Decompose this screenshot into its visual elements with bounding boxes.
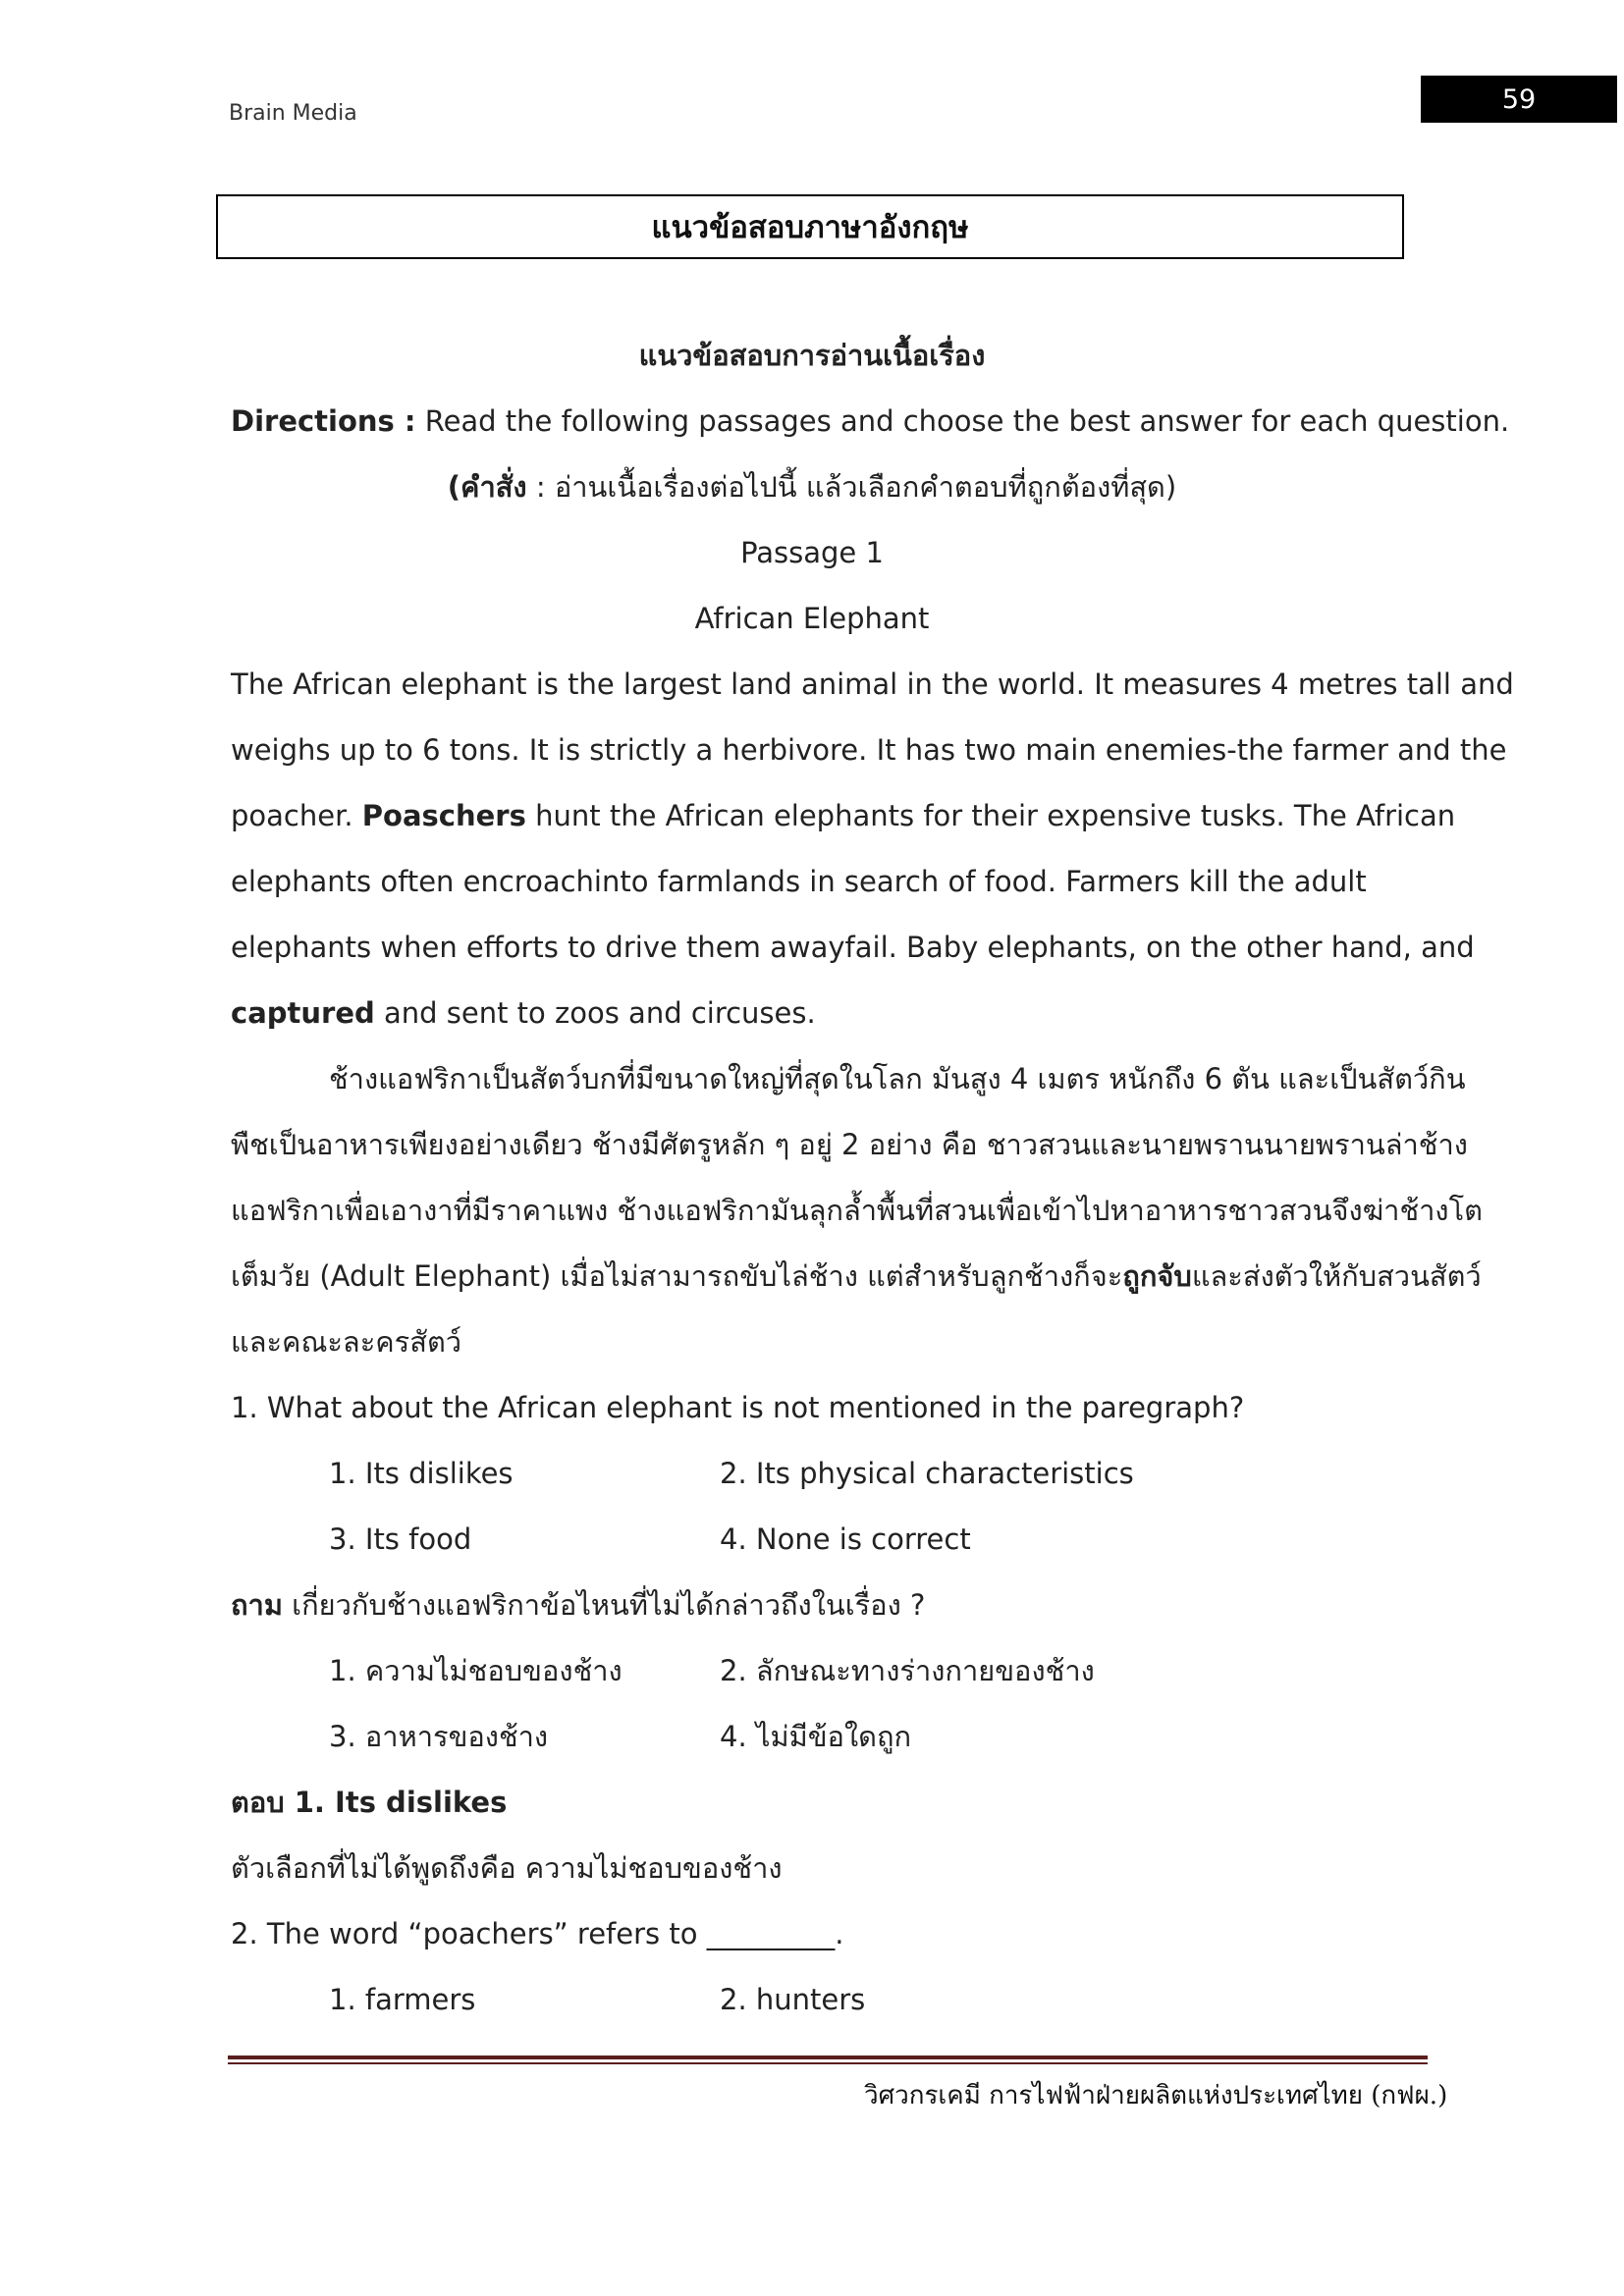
passage-text: and sent to zoos and circuses.: [374, 996, 816, 1030]
keyword-poaschers: Poaschers: [361, 799, 526, 832]
q1-option-3: 3. Its food: [329, 1522, 472, 1556]
q1-thai-option-1: 1. ความไม่ชอบของช้าง: [329, 1654, 623, 1687]
thai-text: และส่งตัวให้กับสวนสัตว์: [1191, 1259, 1482, 1293]
brand-name: Brain Media: [229, 101, 357, 126]
passage-text: poacher.: [231, 799, 362, 832]
question-2: 2. The word “poachers” refers to _________.: [231, 1917, 844, 1950]
footer-rule: [228, 2056, 1428, 2059]
exam-title-box: แนวข้อสอบภาษาอังกฤษ: [216, 194, 1404, 259]
q1-option-1: 1. Its dislikes: [329, 1457, 514, 1490]
q1-thai-option-4: 4. ไม่มีข้อใดถูก: [720, 1720, 912, 1753]
q1-thai-option-3: 3. อาหารของช้าง: [329, 1720, 549, 1753]
thai-translation-line: และคณะละครสัตว์: [231, 1325, 462, 1359]
directions-thai: [0, 467, 1624, 507]
thai-translation-line: [231, 1256, 1482, 1296]
directions-thai-text: : อ่านเนื้อเรื่องต่อไปนี้ แล้วเลือกคำตอบที่ถูกต้องที่สุด): [526, 470, 1177, 504]
footer-text: วิศวกรเคมี การไฟฟ้าฝ่ายผลิตแห่งประเทศไทย (กฟผ.): [864, 2081, 1448, 2110]
q1-option-4: 4. None is correct: [720, 1522, 971, 1556]
directions-label: Directions :: [231, 404, 416, 438]
passage-line: elephants often encroachinto farmlands in search of food. Farmers kill the adult: [231, 865, 1367, 898]
thai-translation-line: แอฟริกาเพื่อเอางาที่มีราคาแพง ช้างแอฟริกามันลุกล้ำพื้นที่สวนเพื่อเข้าไปหาอาหารชาวสวนจึงฆ่าช้างโต: [231, 1194, 1483, 1227]
q2-option-2: 2. hunters: [720, 1983, 866, 2016]
thai-translation-line: ช้างแอฟริกาเป็นสัตว์บกที่มีขนาดใหญ่ที่สุดในโลก มันสูง 4 เมตร หนักถึง 6 ตัน และเป็นสัตว์กิน: [329, 1062, 1466, 1095]
directions-line: [231, 401, 1509, 441]
keyword-captured: captured: [231, 996, 375, 1030]
directions-text: Read the following passages and choose the best answer for each question.: [415, 404, 1510, 438]
thai-question-label: ถาม: [231, 1588, 283, 1622]
passage-line: [231, 993, 816, 1033]
thai-translation-line: พืชเป็นอาหารเพียงอย่างเดียว ช้างมีศัตรูหลัก ๆ อยู่ 2 อย่าง คือ ชาวสวนและนายพรานนายพรานล่าช้าง: [231, 1128, 1468, 1161]
q1-answer: ตอบ 1. Its dislikes: [231, 1786, 508, 1819]
directions-thai-label: (คำสั่ง: [447, 470, 527, 504]
keyword-captured-thai: ถูกจับ: [1122, 1259, 1192, 1293]
question-1: 1. What about the African elephant is not mentioned in the paregraph?: [231, 1391, 1245, 1424]
passage-line: weighs up to 6 tons. It is strictly a herbivore. It has two main enemies-the farmer and the: [231, 733, 1507, 767]
passage-title: African Elephant: [694, 602, 930, 635]
passage-text: hunt the African elephants for their expensive tusks. The African: [525, 799, 1456, 832]
thai-question-text: เกี่ยวกับช้างแอฟริกาข้อไหนที่ไม่ได้กล่าวถึงในเรื่อง ?: [282, 1588, 926, 1622]
q1-thai-question: [231, 1585, 925, 1625]
passage-line: elephants when efforts to drive them awayfail. Baby elephants, on the other hand, and: [231, 931, 1475, 964]
q1-thai-option-2: 2. ลักษณะทางร่างกายของช้าง: [720, 1654, 1095, 1687]
section-title: แนวข้อสอบการอ่านเนื้อเรื่อง: [638, 339, 986, 372]
q1-option-2: 2. Its physical characteristics: [720, 1457, 1134, 1490]
passage-number: Passage 1: [740, 536, 884, 569]
footer-rule-thin: [228, 2062, 1428, 2064]
q2-option-1: 1. farmers: [329, 1983, 476, 2016]
q1-explanation: ตัวเลือกที่ไม่ได้พูดถึงคือ ความไม่ชอบของช้าง: [231, 1851, 783, 1885]
thai-text: เต็มวัย (Adult Elephant) เมื่อไม่สามารถขับไล่ช้าง แต่สำหรับลูกช้างก็จะ: [231, 1259, 1123, 1293]
passage-line: The African elephant is the largest land animal in the world. It measures 4 metres tall and: [231, 667, 1514, 701]
page-number: 59: [1421, 76, 1617, 123]
passage-line: [231, 796, 1455, 835]
